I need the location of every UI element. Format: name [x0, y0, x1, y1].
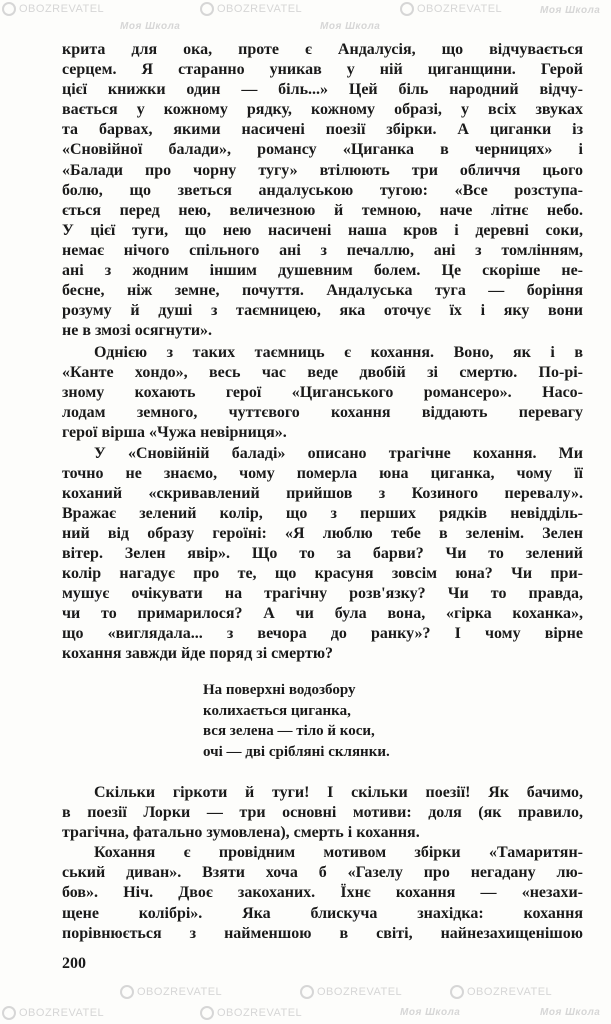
poem-quote — [203, 680, 390, 762]
text-line: зному кохають герої «Циганського романсеро». Насо- — [62, 384, 583, 402]
text-line: точно не знаємо, чому померла юна циганка, чому її — [62, 464, 583, 482]
text-line: У «Сновійній баладі» описано трагічне кохання. Ми — [94, 444, 583, 462]
text-line: «Балади про чорну тугу» втілюють три обличчя цього — [62, 161, 583, 179]
paragraph-dream-ballad — [62, 444, 583, 665]
text-line: цієї книжки один — біль...» Цей біль народний відчу- — [62, 81, 583, 99]
text-line: вся зелена — тіло й коси, — [203, 723, 375, 740]
text-line: чи то примарилося? А чи була вона, «гірка коханка», — [62, 605, 583, 623]
text-line: вітер. Зелен явір». Що то за барви? Чи то зелений — [62, 544, 583, 562]
watermark-logo-icon — [450, 985, 464, 999]
text-line: Скільки гіркоти й туги! І скільки поезії! Як бачимо, — [94, 784, 583, 801]
text-line: в поезії Лорки — три основні мотиви: доля (як правило, — [62, 804, 583, 822]
text-line: ані з жодним іншим душевним болем. Це скоріше не- — [62, 262, 583, 280]
text-line: щене колібрі». Яка блискуча знахідка: кохання — [62, 904, 583, 922]
watermark-logo-icon — [400, 2, 414, 16]
text-line: крита для ока, проте є Андалусія, що відчувається — [62, 41, 583, 58]
text-line: не в змозі осягнути». — [62, 322, 213, 340]
watermark-moya-shkola: Моя Школа — [400, 1007, 461, 1018]
text-line: Кохання є провідним мотивом збірки «Тамаритян- — [94, 844, 583, 862]
text-line: та барвах, якими насичені поезії збірки. А циганки із — [62, 121, 583, 139]
text-line: «Канте хондо», весь час веде двобій зі смертю. По-рі- — [62, 364, 583, 382]
text-line: мушує очікувати на трагічну розв'язку? Чи то правда, — [62, 585, 583, 603]
watermark-obozrevatel: OBOZREVATEL — [2, 2, 104, 16]
text-line: лодам земного, чуттєвого кохання віддають перевагу — [62, 404, 583, 422]
watermark-obozrevatel: OBOZREVATEL — [2, 1006, 104, 1020]
paragraph-andalusian-sorrow — [62, 40, 583, 341]
text-line: серцем. Я старанно уникав у ній циганщини. Герой — [62, 61, 583, 79]
watermark-obozrevatel: OBOZREVATEL — [400, 2, 502, 16]
text-line: На поверхні водозбору — [203, 682, 356, 698]
page-number: 200 — [62, 955, 86, 972]
watermark-moya-shkola: Моя Школа — [540, 1007, 601, 1018]
paragraph-main-motifs — [62, 783, 583, 843]
text-line: немає нічого спільного ані з печаллю, ані з томлінням, — [62, 241, 583, 259]
watermark-logo-icon — [2, 1006, 16, 1020]
text-line: бов». Ніч. Двоє закоханих. Їхнє кохання — «незахи- — [62, 884, 583, 902]
text-line: ський диван». Взяти хоча б «Газелу про негадану лю- — [62, 864, 583, 882]
text-line: очі — дві срібляні склянки. — [203, 743, 390, 760]
text-line: кохання завжди йде поряд зі смертю? — [62, 645, 334, 663]
watermark-logo-icon — [2, 2, 16, 16]
watermark-moya-shkola: Моя Школа — [540, 5, 601, 16]
text-line: порівнюється з найменшою в світі, найнезахищенішою — [62, 924, 583, 942]
text-line: ний від образу героїні: «Я люблю тебе в зеленім. Зелен — [62, 524, 583, 542]
text-line: болю, що зветься андалуською тугою: «Все розступа- — [62, 181, 583, 199]
text-line: розуму й душі з таємницею, яка оточує їх і яку вони — [62, 302, 583, 320]
watermark-obozrevatel: OBOZREVATEL — [300, 985, 402, 999]
text-line: колихається циганка, — [203, 702, 351, 719]
text-line: Вражає зелений колір, що з перших рядків невідділь- — [62, 504, 583, 522]
text-line: бесне, ніж земне, почуття. Андалуська туга — боріння — [62, 282, 583, 300]
watermark-logo-icon — [300, 985, 314, 999]
paragraph-tamarit-divan — [62, 843, 583, 943]
text-line: вається у кожному рядку, кожному образі, у всіх звуках — [62, 101, 583, 119]
watermark-moya-shkola: Моя Школа — [320, 21, 381, 32]
text-line: «Сновійної балади», романсу «Циганка в черницях» і — [62, 141, 583, 159]
watermark-logo-icon — [120, 985, 134, 999]
text-line: У цієї туги, що нею насичені наша кров і деревні соки, — [62, 221, 583, 239]
text-line: Однією з таких таємниць є кохання. Воно, як і в — [94, 344, 583, 361]
text-line: герої вірша «Чужа невірниця». — [62, 424, 287, 442]
text-line: що «виглядала... з вечора до ранку»? І чому вірне — [62, 625, 583, 643]
paragraph-love-and-death — [62, 343, 583, 443]
text-line: ється перед нею, величезною й темною, наче літнє небо. — [62, 201, 583, 219]
watermark-logo-icon — [200, 1006, 214, 1020]
text-line: трагічна, фатально зумовлена), смерть і кохання. — [62, 824, 420, 842]
text-line: коханий «скривавлений прийшов з Козиного перевалу». — [62, 484, 583, 502]
watermark-obozrevatel: OBOZREVATEL — [450, 985, 552, 999]
watermark-obozrevatel: OBOZREVATEL — [200, 2, 302, 16]
watermark-moya-shkola: Моя Школа — [120, 21, 181, 32]
watermark-obozrevatel: OBOZREVATEL — [200, 1006, 302, 1020]
watermark-obozrevatel: OBOZREVATEL — [120, 985, 222, 999]
watermark-logo-icon — [200, 2, 214, 16]
text-line: колір нагадує про те, що красуня зовсім юна? Чи при- — [62, 565, 583, 583]
